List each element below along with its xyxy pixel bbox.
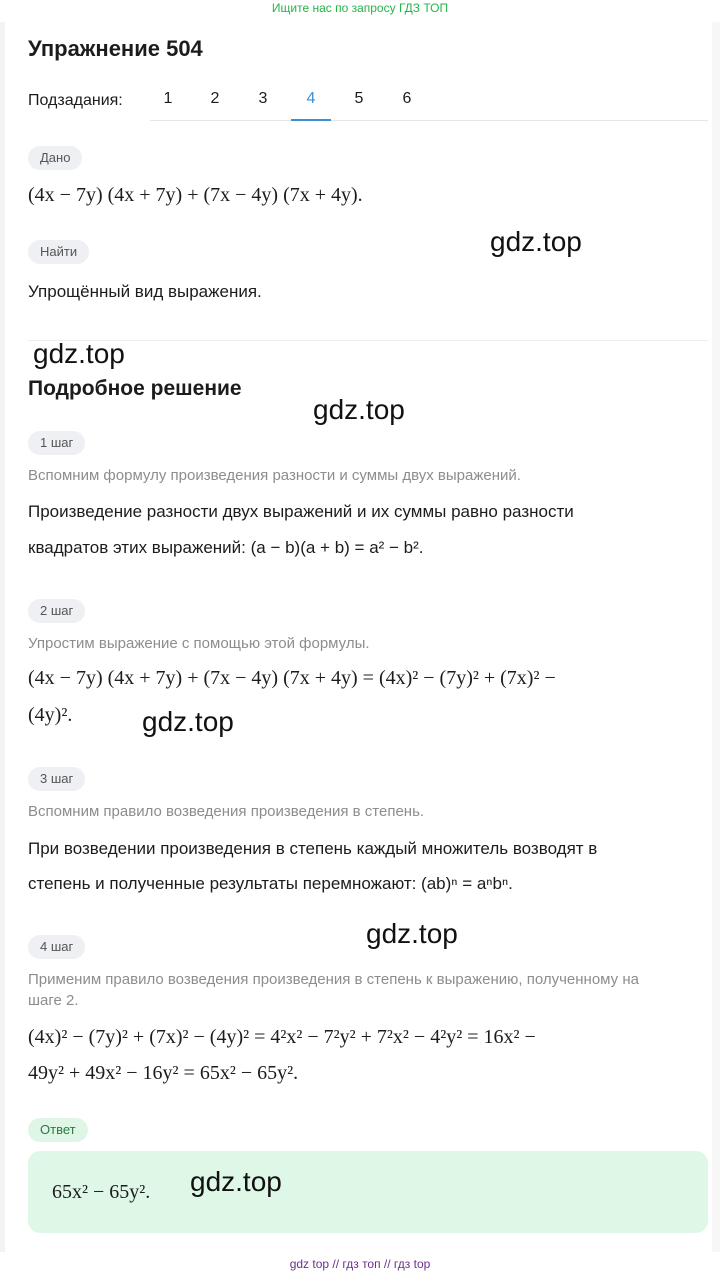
left-rail	[0, 22, 5, 1252]
section-divider	[28, 340, 708, 341]
step-1-text-line-2: квадратов этих выражений: (a − b)(a + b) = a² − b².	[28, 538, 424, 557]
subtasks-divider	[150, 120, 708, 121]
tab-subtask-4[interactable]: 4	[291, 90, 331, 121]
tab-subtask-3[interactable]: 3	[258, 90, 268, 107]
page-title: Упражнение 504	[28, 36, 203, 61]
watermark: gdz.top	[190, 1166, 282, 1197]
step-4-hint-line-2: шаге 2.	[28, 992, 79, 1009]
subtasks-label: Подзадания:	[28, 92, 123, 109]
step-1-hint: Вспомним формулу произведения разности и суммы двух выражений.	[28, 467, 521, 484]
answer-expression: 65x² − 65y².	[52, 1181, 151, 1203]
given-expression: (4x − 7y) (4x + 7y) + (7x − 4y) (7x + 4y).	[28, 184, 363, 206]
step-2-math-line-2: (4y)².	[28, 704, 73, 726]
tab-subtask-2[interactable]: 2	[210, 90, 220, 107]
step-4-math-line-2: 49y² + 49x² − 16y² = 65x² − 65y².	[28, 1062, 299, 1084]
tab-subtask-5[interactable]: 5	[354, 90, 364, 107]
step-3-hint: Вспомним правило возведения произведения в степень.	[28, 803, 425, 820]
tab-subtask-6[interactable]: 6	[402, 90, 412, 107]
step-4-math-line-1: (4x)² − (7y)² + (7x)² − (4y)² = 4²x² − 7²y² + 7²x² − 4²y² = 16x² −	[28, 1026, 536, 1048]
watermark: gdz.top	[313, 394, 405, 425]
footer-links[interactable]: gdz top // гдз топ // гдз top	[289, 1257, 431, 1271]
watermark: gdz.top	[490, 226, 582, 257]
step-3-text-line-1: При возведении произведения в степень каждый множитель возводят в	[28, 839, 598, 858]
step-2-hint: Упростим выражение с помощью этой формулы.	[28, 635, 370, 652]
step-4-hint-line-1: Применим правило возведения произведения в степень к выражению, полученному на	[28, 971, 639, 988]
find-chip: Найти	[28, 240, 89, 264]
step-2-chip: 2 шаг	[28, 599, 85, 623]
subtasks-nav	[28, 90, 708, 122]
step-3-text-line-2: степень и полученные результаты перемножают: (ab)ⁿ = aⁿbⁿ.	[28, 874, 513, 893]
step-1-chip: 1 шаг	[28, 431, 85, 455]
search-banner[interactable]: Ищите нас по запросу ГДЗ ТОП	[271, 1, 449, 15]
watermark: gdz.top	[142, 706, 234, 737]
watermark: gdz.top	[366, 918, 458, 949]
solution-title: Подробное решение	[28, 377, 242, 400]
find-text: Упрощённый вид выражения.	[28, 282, 262, 301]
given-chip: Дано	[28, 146, 82, 170]
tab-subtask-1[interactable]: 1	[163, 90, 173, 107]
step-1-text-line-1: Произведение разности двух выражений и их суммы равно разности	[28, 502, 574, 521]
watermark: gdz.top	[33, 338, 125, 369]
answer-chip: Ответ	[28, 1118, 88, 1142]
step-2-math-line-1: (4x − 7y) (4x + 7y) + (7x − 4y) (7x + 4y) = (4x)² − (7y)² + (7x)² −	[28, 667, 556, 689]
step-4-chip: 4 шаг	[28, 935, 85, 959]
step-3-chip: 3 шаг	[28, 767, 85, 791]
right-scrollbar[interactable]	[712, 22, 720, 1252]
